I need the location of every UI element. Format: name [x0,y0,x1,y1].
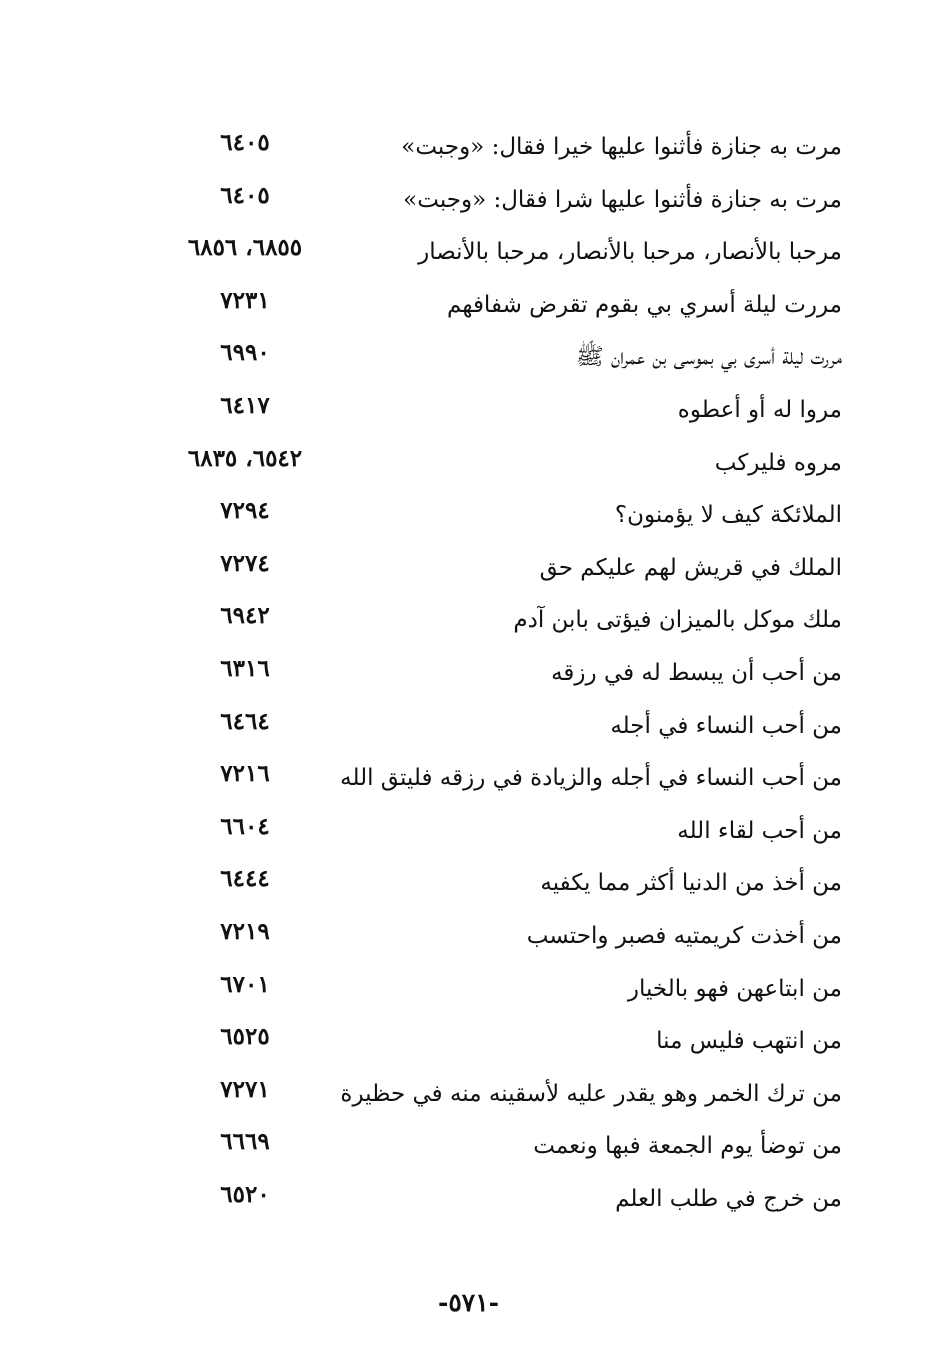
entry-text: من ترك الخمر وهو يقدر عليه لأسقينه منه في حظيرة [340,1080,842,1107]
entry-reference: ٦٤٠٥ [220,181,270,209]
index-entry [0,280,937,333]
entry-reference: ٧٢٧١ [220,1075,270,1103]
entry-text: من توضأ يوم الجمعة فبها ونعمت [533,1133,842,1160]
index-entries [0,122,937,1226]
entry-reference: ٦٦٦٩ [220,1128,270,1156]
entry-reference: ٦٩٩٠ [220,339,270,367]
entry-text: مرت به جنازة فأثنوا عليها شرا فقال: «وجبت» [403,186,842,213]
index-entry [0,753,937,806]
entry-text: من أحب النساء في أجله [610,712,842,739]
entry-reference: ٦٤٠٥ [220,129,270,156]
entry-reference: ٦٨٥٥، ٦٨٥٦ [187,234,303,262]
index-entry [0,385,937,438]
entry-text: من أحب النساء في أجله والزيادة في رزقه فليتق الله [340,765,842,792]
entry-reference: ٦٣١٦ [220,654,270,682]
entry-text: من أحب لقاء الله [677,817,842,844]
entry-text: من أحب أن يبسط له في رزقه [551,659,842,686]
entry-reference: ٦٤١٧ [220,391,270,419]
entry-reference: ٧٢٧٤ [220,549,270,577]
entry-reference: ٧٢١٦ [220,760,270,788]
entry-text: الملك في قريش لهم عليكم حق [539,554,842,581]
entry-text: مروه فليركب [714,449,842,476]
entry-text: من أخذت كريمتيه فصبر واحتسب [526,922,842,949]
entry-text: من انتهب فليس منا [656,1028,842,1055]
entry-text: ملك موكل بالميزان فيؤتى بابن آدم [513,607,842,634]
entry-text: مرت به جنازة فأثنوا عليها خيرا فقال: «وجبت» [401,134,842,160]
entry-reference: ٧٢١٩ [220,917,270,945]
index-entry [0,122,937,175]
index-entry [0,964,937,1017]
entry-reference: ٦٥٢٥ [220,1023,270,1051]
index-entry [0,911,937,964]
entry-text: مررت ليلة أسري بي بقوم تقرض شفافهم [447,291,842,318]
index-entry [0,332,937,385]
entry-reference: ٦٩٤٢ [220,602,270,630]
entry-reference: ٦٥٢٠ [220,1180,270,1208]
page-number: -٥٧١- [437,1288,500,1317]
entry-text: من أخذ من الدنيا أكثر مما يكفيه [540,870,842,897]
index-entry [0,1121,937,1174]
index-entry [0,1174,937,1227]
entry-reference: ٦٧٠١ [220,970,270,998]
index-entry [0,1016,937,1069]
entry-text: من ابتاعهن فهو بالخيار [627,975,842,1002]
index-entry [0,543,937,596]
index-entry [0,806,937,859]
entry-reference: ٦٤٤٤ [220,865,270,893]
index-entry [0,175,937,228]
index-entry [0,490,937,543]
entry-reference: ٧٢٣١ [220,286,270,314]
entry-text: مرحبا بالأنصار، مرحبا بالأنصار، مرحبا بالأنصار [418,239,842,266]
index-entry [0,1069,937,1122]
index-entry [0,227,937,280]
index-entry [0,595,937,648]
index-entry [0,438,937,491]
entry-text: مروا له أو أعطوه [677,396,842,423]
index-entry [0,648,937,701]
entry-text: من خرج في طلب العلم [615,1185,842,1212]
entry-reference: ٧٢٩٤ [220,497,270,525]
index-entry [0,701,937,754]
entry-reference: ٦٤٦٤ [220,707,270,735]
index-entry [0,858,937,911]
entry-reference: ٦٥٤٢، ٦٨٣٥ [187,444,303,472]
entry-text: الملائكة كيف لا يؤمنون؟ [614,502,842,529]
entry-text: مررت ليلة أسرى بي بموسى بن عمران ﷺ [575,344,842,371]
entry-reference: ٦٦٠٤ [220,812,270,840]
